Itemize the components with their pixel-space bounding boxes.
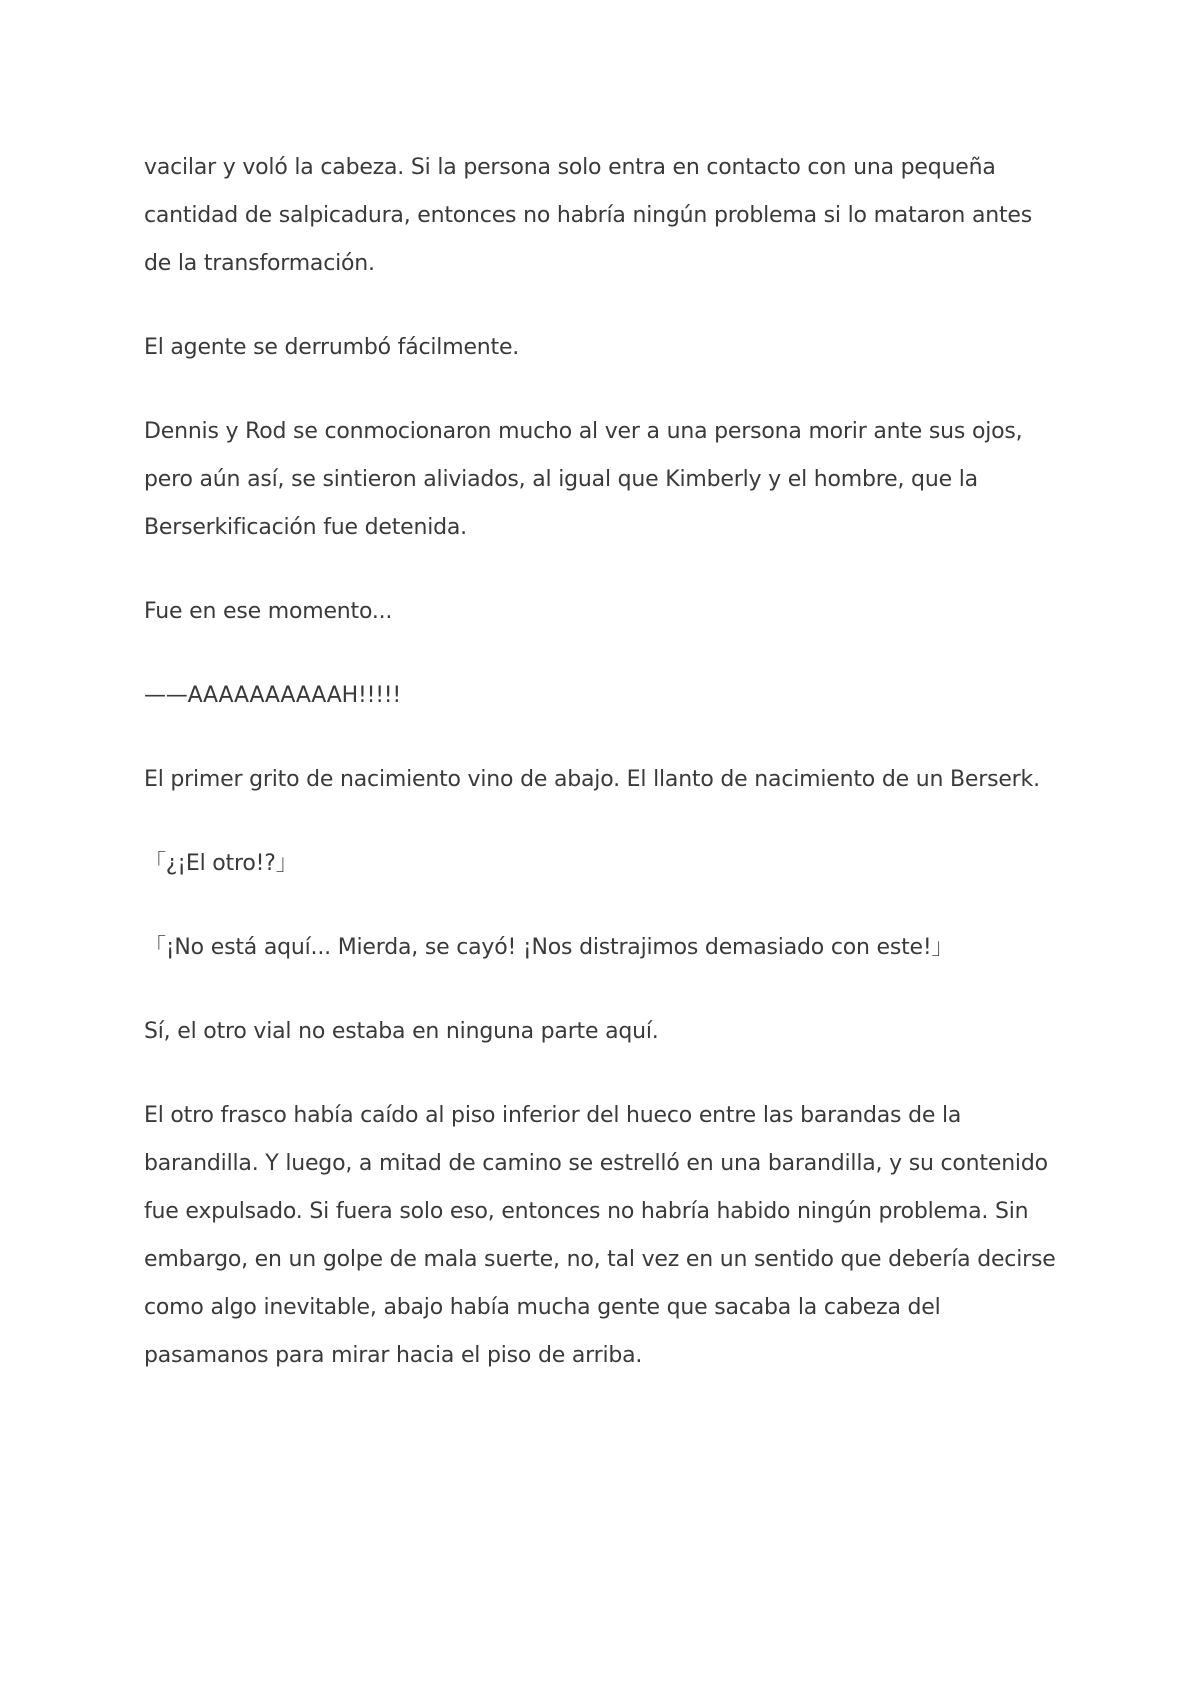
paragraph: Sí, el otro vial no estaba en ninguna parte aquí.	[144, 1019, 659, 1044]
body-text	[144, 144, 1064, 1416]
paragraph: Fue en ese momento...	[144, 599, 393, 624]
paragraph: El agente se derrumbó fácilmente.	[144, 335, 520, 360]
paragraph: El otro frasco había caído al piso inferior del hueco entre las barandas de la barandilla. Y luego, a mitad de camino se estrelló en una barandilla, y su contenido fue expulsado. Si fuera solo eso, entonces no habría habido ningún problema. Sin embargo, en un golpe de mala suerte, no, tal vez en un sentido que debería decirse como algo inevitable, abajo había mucha gente que sacaba la cabeza del pasamanos para mirar hacia el piso de arriba.	[144, 1103, 1056, 1368]
paragraph: Dennis y Rod se conmocionaron mucho al ver a una persona morir ante sus ojos, pero aún así, se sintieron aliviados, al igual que Kimberly y el hombre, que la Berserkificación fue detenida.	[144, 419, 1023, 540]
paragraph: El primer grito de nacimiento vino de abajo. El llanto de nacimiento de un Berserk.	[144, 767, 1040, 792]
dialogue-line: 「¿¡El otro!?」	[144, 851, 298, 876]
dialogue-line: 「¡No está aquí... Mierda, se cayó! ¡Nos distrajimos demasiado con este!」	[144, 935, 954, 960]
paragraph: ——AAAAAAAAAAH!!!!!	[144, 683, 402, 708]
paragraph: vacilar y voló la cabeza. Si la persona solo entra en contacto con una pequeña cantidad de salpicadura, entonces no habría ningún problema si lo mataron antes de la transformación.	[144, 155, 1033, 276]
